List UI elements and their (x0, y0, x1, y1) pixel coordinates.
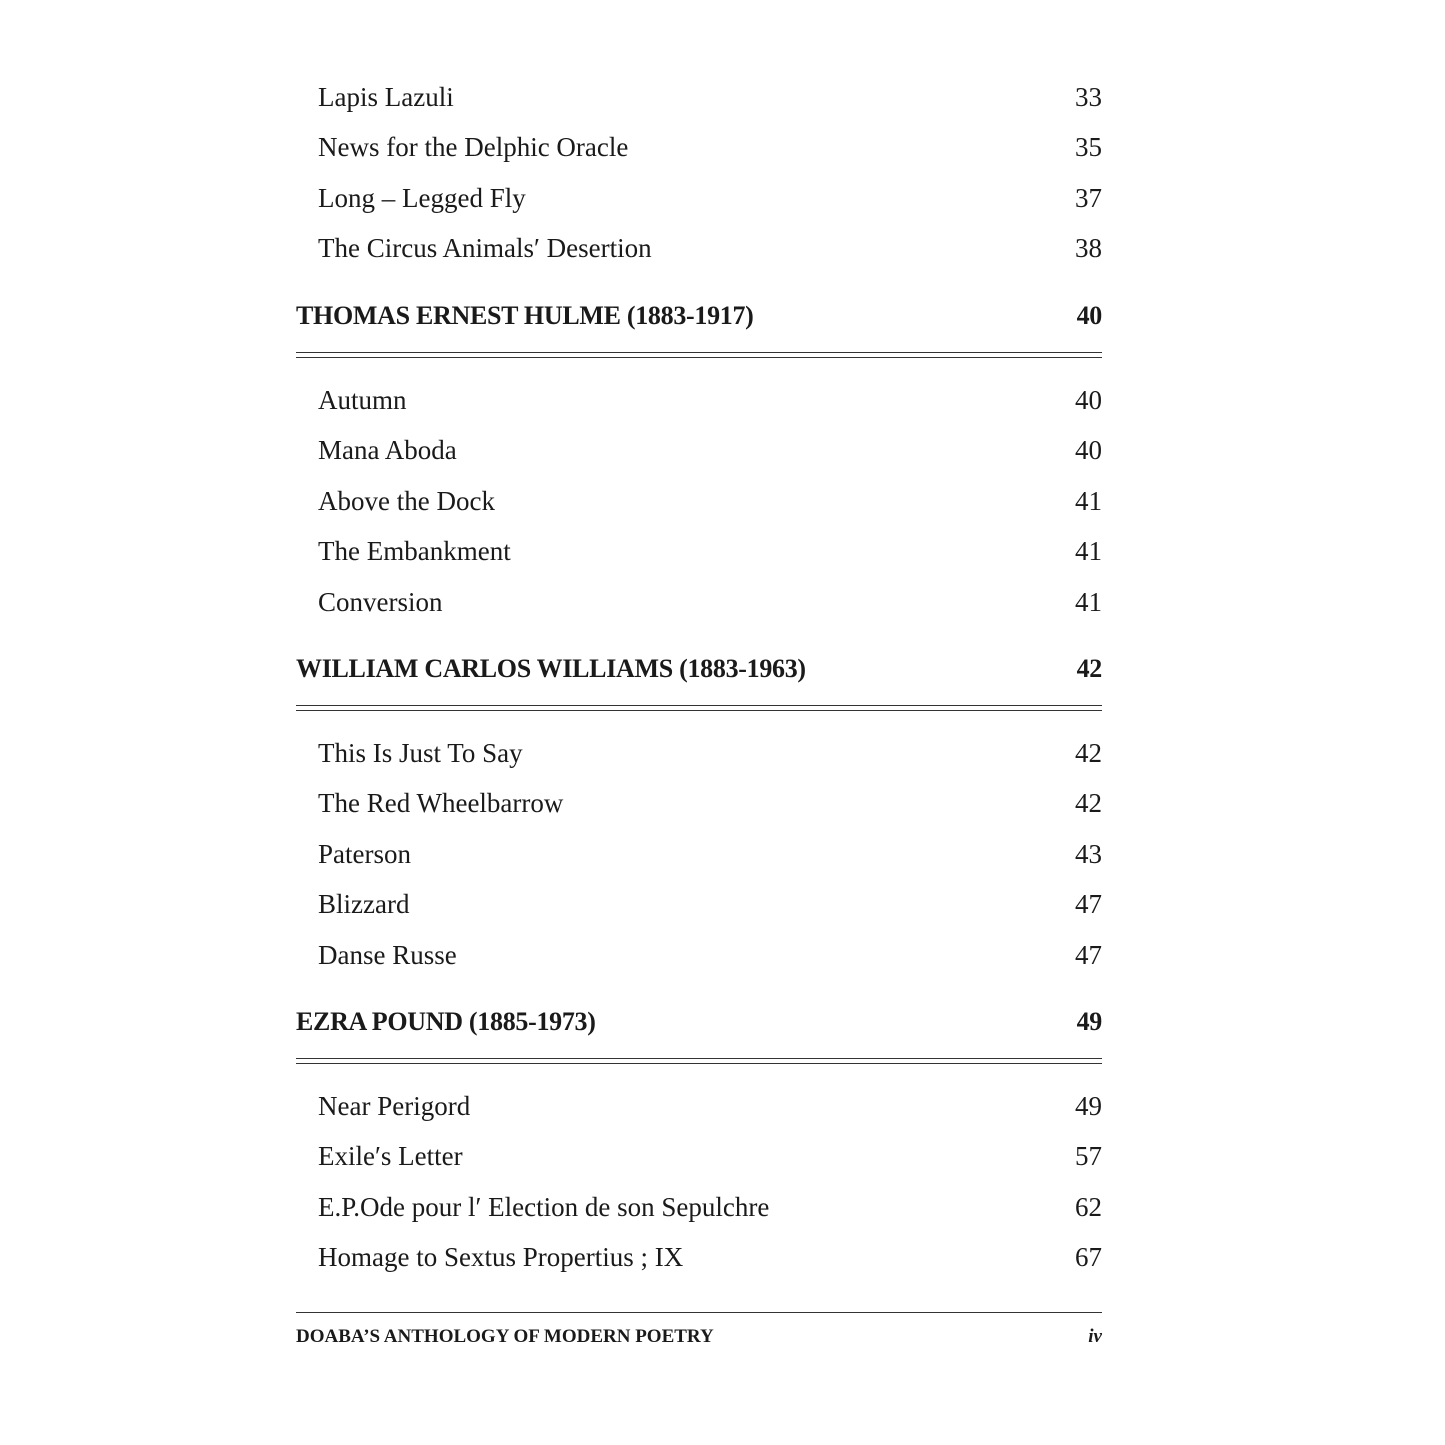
toc-entry-page: 42 (1075, 788, 1102, 819)
toc-entry-title: The Circus Animals′ Desertion (318, 233, 652, 264)
toc-entry[interactable] (296, 425, 1102, 475)
toc-entry[interactable] (296, 526, 1102, 576)
toc-entry-title: Exile′s Letter (318, 1141, 463, 1172)
toc-entry-title: Homage to Sextus Propertius ; IX (318, 1242, 684, 1273)
toc-entry-page: 33 (1075, 82, 1102, 112)
toc-entry-title: Paterson (318, 838, 411, 869)
toc-entry[interactable] (296, 1232, 1102, 1282)
toc-entry-page: 47 (1075, 939, 1102, 970)
toc-entry-title: Conversion (318, 586, 443, 617)
toc-entry-title: Mana Aboda (318, 435, 457, 466)
section-divider (296, 352, 1102, 358)
toc-entry[interactable] (296, 930, 1102, 980)
toc-entry-list (296, 728, 1102, 980)
footer-divider (296, 1312, 1102, 1313)
author-name: WILLIAM CARLOS WILLIAMS (1883-1963) (296, 654, 806, 683)
toc-entry-page: 40 (1075, 435, 1102, 466)
toc-entry-page: 41 (1075, 485, 1102, 516)
toc-entry-list (296, 72, 1102, 274)
toc-entry-title: E.P.Ode pour l′ Election de son Sepulchre (318, 1191, 770, 1222)
toc-entry-title: Blizzard (318, 889, 410, 920)
toc-entry-page: 43 (1075, 838, 1102, 869)
toc-entry-title: News for the Delphic Oracle (318, 132, 629, 163)
toc-entry-list (296, 375, 1102, 627)
toc-entry[interactable] (296, 1081, 1102, 1131)
toc-entry-page: 62 (1075, 1191, 1102, 1222)
toc-entry[interactable] (296, 72, 1102, 122)
toc-entry-title: Long – Legged Fly (318, 182, 526, 213)
author-name: THOMAS ERNEST HULME (1883-1917) (296, 301, 754, 330)
toc-entry[interactable] (296, 122, 1102, 172)
toc-entry[interactable] (296, 223, 1102, 273)
toc-author-heading[interactable] (296, 649, 1102, 689)
toc-entry-page: 42 (1075, 738, 1102, 768)
toc-entry-title: The Embankment (318, 536, 511, 567)
toc-entry-title: Lapis Lazuli (318, 82, 454, 112)
toc-entry[interactable] (296, 728, 1102, 778)
toc-entry-page: 41 (1075, 536, 1102, 567)
toc-entry-page: 57 (1075, 1141, 1102, 1172)
toc-entry[interactable] (296, 778, 1102, 828)
toc-entry-page: 37 (1075, 182, 1102, 213)
section-divider (296, 1058, 1102, 1064)
toc-entry-page: 40 (1075, 385, 1102, 415)
author-name: EZRA POUND (1885-1973) (296, 1007, 596, 1036)
footer-page-number: iv (1088, 1326, 1102, 1347)
toc-entry-title: This Is Just To Say (318, 738, 523, 768)
toc-entry-title: Danse Russe (318, 939, 457, 970)
toc-entry[interactable] (296, 829, 1102, 879)
toc-entry[interactable] (296, 879, 1102, 929)
toc-entry[interactable] (296, 1131, 1102, 1181)
toc-entry-title: The Red Wheelbarrow (318, 788, 564, 819)
section-divider (296, 705, 1102, 711)
author-page: 49 (1076, 1007, 1102, 1036)
toc-entry-list (296, 1081, 1102, 1283)
author-page: 42 (1076, 654, 1102, 683)
toc-entry[interactable] (296, 375, 1102, 425)
toc-entry-page: 67 (1075, 1242, 1102, 1273)
page-footer (296, 1322, 1102, 1352)
footer-book-title: DOABA’S ANTHOLOGY OF MODERN POETRY (296, 1326, 714, 1347)
toc-entry[interactable] (296, 476, 1102, 526)
toc-entry-title: Near Perigord (318, 1091, 471, 1121)
author-page: 40 (1076, 301, 1102, 330)
toc-entry[interactable] (296, 173, 1102, 223)
toc-entry[interactable] (296, 577, 1102, 627)
toc-entry-page: 47 (1075, 889, 1102, 920)
toc-author-heading[interactable] (296, 1002, 1102, 1042)
toc-entry-title: Above the Dock (318, 485, 495, 516)
toc-entry[interactable] (296, 1182, 1102, 1232)
toc-entry-page: 35 (1075, 132, 1102, 163)
toc-author-heading[interactable] (296, 296, 1102, 336)
toc-entry-title: Autumn (318, 385, 407, 415)
toc-entry-page: 49 (1075, 1091, 1102, 1121)
toc-entry-page: 38 (1075, 233, 1102, 264)
toc-entry-page: 41 (1075, 586, 1102, 617)
